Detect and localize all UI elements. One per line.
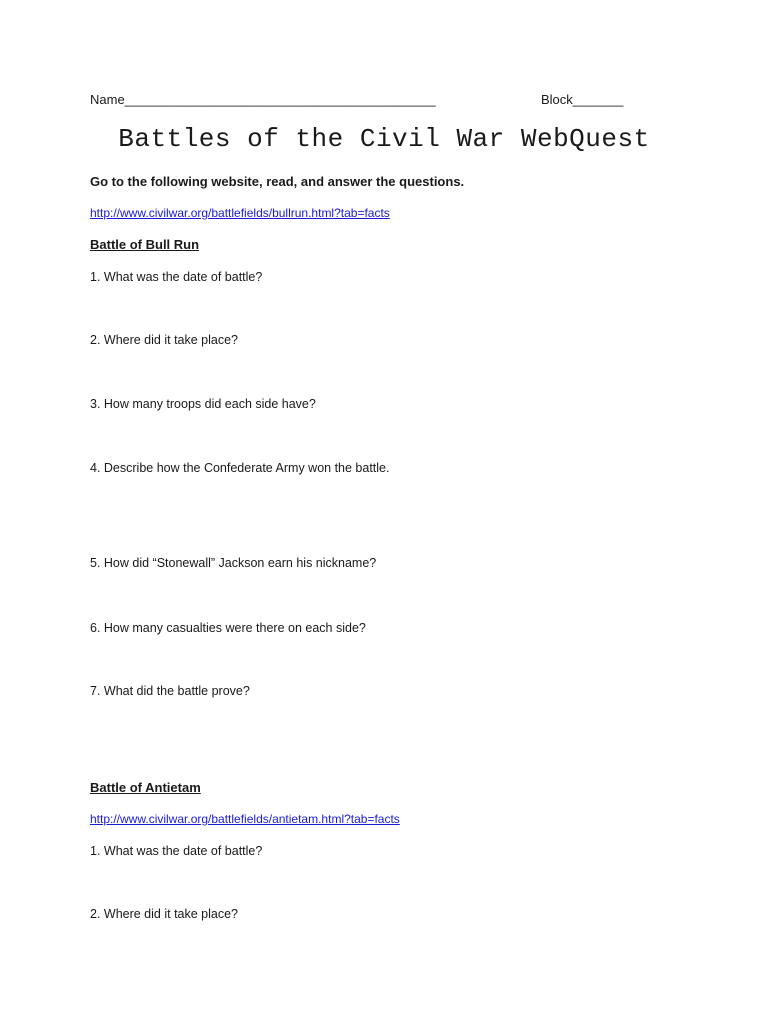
instructions-text: Go to the following website, read, and answer the questions. bbox=[90, 174, 465, 189]
page-title: Battles of the Civil War WebQuest bbox=[118, 124, 650, 154]
bull-run-link[interactable]: http://www.civilwar.org/battlefields/bullrun.html?tab=facts bbox=[90, 206, 390, 220]
name-field: Name___________________________________________ bbox=[90, 92, 436, 107]
question-item: 2. Where did it take place? bbox=[90, 907, 238, 921]
question-item: 1. What was the date of battle? bbox=[90, 270, 263, 284]
section-heading-antietam: Battle of Antietam bbox=[90, 780, 201, 795]
question-item: 4. Describe how the Confederate Army won the battle. bbox=[90, 461, 390, 475]
question-item: 1. What was the date of battle? bbox=[90, 844, 263, 858]
question-item: 7. What did the battle prove? bbox=[90, 684, 250, 698]
question-item: 2. Where did it take place? bbox=[90, 333, 238, 347]
question-item: 5. How did “Stonewall” Jackson earn his nickname? bbox=[90, 556, 377, 570]
antietam-link[interactable]: http://www.civilwar.org/battlefields/antietam.html?tab=facts bbox=[90, 812, 400, 826]
section-heading-bull-run: Battle of Bull Run bbox=[90, 237, 200, 252]
block-field: Block_______ bbox=[541, 92, 624, 107]
question-item: 6. How many casualties were there on each side? bbox=[90, 621, 366, 635]
question-item: 3. How many troops did each side have? bbox=[90, 397, 316, 411]
